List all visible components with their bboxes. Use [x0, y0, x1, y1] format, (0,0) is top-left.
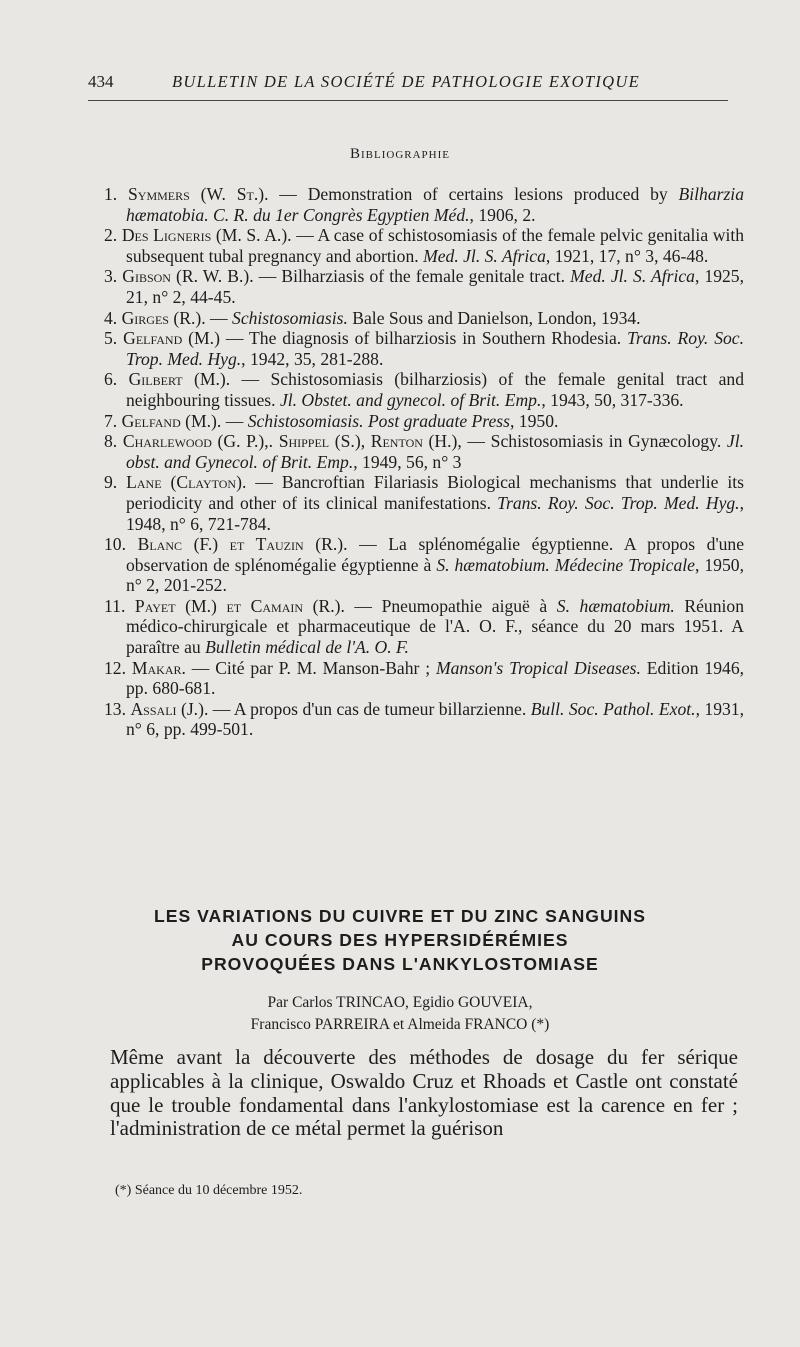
reference-authors: Gilbert (M.). — [128, 369, 231, 390]
reference-source: Schistosomiasis. Post graduate Press — [247, 410, 510, 431]
reference-authors: Lane (Clayton). — [126, 472, 247, 493]
reference-text: A propos d'un cas de tumeur billarzienne. — [233, 698, 531, 719]
reference-number: 9 — [104, 472, 113, 493]
reference-tail: , 1943, 50, 317-336. — [541, 389, 684, 410]
footnote: (*) Séance du 10 décembre 1952. — [115, 1183, 303, 1198]
reference-authors: Gelfand (M.) — [123, 328, 220, 349]
reference-item: 13. Assali (J.). — A propos d'un cas de tumeur billarzienne. Bull. Soc. Pathol. Exot., 1931, n° 6, pp. 499-501. — [104, 698, 745, 740]
reference-number: 2 — [104, 225, 113, 246]
reference-text: La splénomégalie égyptienne. A propos d'une observation de splénomégalie égyptienne à — [126, 534, 745, 575]
reference-tail: Réunion médico-chirurgicale et pharmaceutique de l'A. O. F., séance du 20 mars 1951. A paraître au — [126, 595, 745, 658]
reference-tail: Edition 1946, pp. 680-681. — [126, 657, 745, 699]
reference-list — [104, 184, 744, 740]
article-title — [0, 904, 800, 976]
reference-separator: — — [221, 410, 248, 431]
reference-tail: , 1906, 2. — [469, 204, 536, 225]
reference-separator: — — [219, 328, 250, 349]
reference-authors: Gibson (R. W. B.). — [122, 266, 254, 287]
reference-authors: Blanc (F.) et Tauzin (R.). — [137, 534, 348, 555]
reference-number: 4 — [104, 307, 113, 328]
reference-item: 4. Girges (R.). — Schistosomiasis. Bale Sous and Danielson, London, 1934. — [104, 307, 641, 328]
reference-source-2: Bulletin médical de l'A. O. F. — [205, 637, 409, 658]
reference-separator: — — [185, 657, 216, 678]
article-title-line-1: LES VARIATIONS DU CUIVRE ET DU ZINC SANGUINS — [153, 906, 646, 926]
reference-number: 13 — [104, 698, 122, 719]
reference-tail: , 1950. — [510, 410, 559, 431]
reference-number: 1 — [104, 184, 113, 204]
reference-source: Med. Jl. S. Africa — [423, 245, 546, 266]
reference-number: 10 — [104, 534, 122, 555]
reference-source: S. hæmatobium. Médecine Tropicale — [436, 554, 695, 575]
reference-separator: — — [246, 472, 282, 493]
reference-authors: Girges (R.). — [121, 307, 206, 328]
reference-authors: Gelfand (M.). — [121, 410, 222, 431]
authors-line-2: Francisco PARREIRA et Almeida FRANCO (*) — [250, 1016, 550, 1033]
reference-separator: — — [344, 595, 382, 616]
reference-text: The diagnosis of bilharziosis in Southern Rhodesia. — [249, 328, 628, 349]
reference-authors: Symmers (W. St.). — [128, 184, 269, 204]
reference-item: 5. Gelfand (M.) — The diagnosis of bilharziosis in Southern Rhodesia. Trans. Roy. Soc. Trop. Med. Hyg., 1942, 35, 281-288. — [104, 328, 745, 369]
reference-text: Pneumopathie aiguë à — [381, 595, 557, 616]
reference-separator: — — [230, 369, 271, 390]
reference-source: Manson's Tropical Diseases. — [435, 657, 641, 678]
reference-text: Schistosomiasis in Gynæcology. — [490, 431, 727, 452]
body-paragraph: Même avant la découverte des méthodes de dosage du fer sérique applicables à la clinique, Oswaldo Cruz et Rhoads et Castle ont constaté que le trouble fondamental dans l'ankylostomiase est la carence en fer ; l'administration de ce métal permet la guérison — [110, 1045, 738, 1141]
reference-item: 1. Symmers (W. St.). — Demonstration of certains lesions produced by Bilharzia hæmatobia. C. R. du 1er Congrès Egyptien Méd., 1906, 2. — [104, 184, 744, 225]
reference-text: Schistosomiasis (bilharziosis) of the female genital tract and neighbouring tissues. — [126, 369, 745, 410]
reference-text: Cité par P. M. Manson-Bahr ; — [215, 657, 436, 678]
reference-separator: — — [208, 698, 234, 719]
reference-text: Bancroftian Filariasis Biological mechanisms that underlie its periodicity and other of its clinical manifestations. — [126, 472, 744, 513]
reference-text: Bilharziasis of the female genitale tract. — [281, 266, 571, 287]
bibliography-heading: Bibliographie — [350, 146, 450, 162]
reference-tail: , 1948, n° 6, 721-784. — [126, 492, 744, 534]
reference-authors: Assali (J.). — [130, 698, 209, 719]
reference-number: 3 — [104, 266, 113, 287]
reference-number: 7 — [104, 410, 113, 431]
reference-source: Schistosomiasis. — [232, 307, 348, 328]
header-rule — [88, 100, 728, 101]
reference-item: 10. Blanc (F.) et Tauzin (R.). — La splénomégalie égyptienne. A propos d'une observation de splénomégalie égyptienne à S. hæmatobium. Médecine Tropicale, 1950, n° 2, 201-252. — [104, 534, 745, 596]
reference-item: 7. Gelfand (M.). — Schistosomiasis. Post graduate Press, 1950. — [104, 410, 559, 431]
reference-source: Jl. obst. and Gynecol. of Brit. Emp. — [126, 431, 744, 472]
reference-separator: — — [205, 307, 233, 328]
reference-item: 9. Lane (Clayton). — Bancroftian Filariasis Biological mechanisms that underlie its periodicity and other of its clinical manifestations. Trans. Roy. Soc. Trop. Med. Hyg., 1948, n° 6, 721-784. — [104, 472, 744, 534]
reference-tail: , 1942, 35, 281-288. — [241, 348, 384, 369]
reference-authors: Makar. — [131, 657, 186, 678]
running-header — [88, 72, 728, 96]
reference-separator: — — [347, 534, 389, 555]
reference-separator: — — [253, 266, 282, 287]
reference-item: 6. Gilbert (M.). — Schistosomiasis (bilharziosis) of the female genital tract and neighbouring tissues. Jl. Obstet. and gynecol. of Brit. Emp., 1943, 50, 317-336. — [104, 369, 745, 410]
reference-authors: Charlewood (G. P.),. Shippel (S.), Renton (H.), — [122, 431, 462, 452]
reference-item: 2. Des Ligneris (M. S. A.). — A case of schistosomiasis of the female pelvic genitalia with subsequent tubal pregnancy and abortion. Med. Jl. S. Africa, 1921, 17, n° 3, 46-48. — [104, 225, 745, 266]
reference-item: 8. Charlewood (G. P.),. Shippel (S.), Renton (H.), — Schistosomiasis in Gynæcology. Jl. obst. and Gynecol. of Brit. Emp., 1949, 56, n° 3 — [104, 431, 744, 472]
reference-item: 12. Makar. — Cité par P. M. Manson-Bahr ; Manson's Tropical Diseases. Edition 1946, pp. 680-681. — [104, 657, 745, 699]
reference-number: 8 — [104, 431, 113, 452]
article-title-line-3: PROVOQUÉES DANS L'ANKYLOSTOMIASE — [201, 954, 599, 974]
reference-text: A case of schistosomiasis of the female pelvic genitalia with subsequent tubal pregnancy and abortion. — [126, 225, 745, 266]
reference-tail: , 1931, n° 6, pp. 499-501. — [126, 698, 745, 740]
reference-separator: — — [461, 431, 491, 452]
reference-source: Trans. Roy. Soc. Trop. Med. Hyg. — [497, 492, 740, 513]
article-title-line-2: AU COURS DES HYPERSIDÉRÉMIES — [231, 930, 569, 950]
reference-source: Bilharzia hæmatobia. C. R. du 1er Congrès Egyptien Méd. — [126, 184, 744, 225]
reference-item: 11. Payet (M.) et Camain (R.). — Pneumopathie aiguë à S. hæmatobium. Réunion médico-chirurgicale et pharmaceutique de l'A. O. F., séance du 20 mars 1951. A paraître au Bulletin médical de l'A. O. F. — [104, 595, 745, 658]
reference-number: 5 — [104, 328, 113, 349]
authors-line-1: Par Carlos TRINCAO, Egidio GOUVEIA, — [267, 994, 533, 1011]
reference-text: Demonstration of certains lesions produced by — [307, 184, 679, 204]
reference-separator: — — [291, 225, 318, 246]
reference-source: Med. Jl. S. Africa — [570, 266, 695, 287]
reference-separator: — — [268, 184, 308, 204]
reference-authors: Payet (M.) et Camain (R.). — [134, 595, 345, 616]
reference-authors: Des Ligneris (M. S. A.). — [121, 225, 292, 246]
reference-source: Trans. Roy. Soc. Trop. Med. Hyg. — [126, 328, 745, 369]
page-number: 434 — [88, 72, 114, 91]
reference-source: Bull. Soc. Pathol. Exot. — [530, 698, 696, 719]
reference-tail: , 1925, 21, n° 2, 44-45. — [126, 266, 744, 307]
reference-item: 3. Gibson (R. W. B.). — Bilharziasis of the female genitale tract. Med. Jl. S. Africa, 1925, 21, n° 2, 44-45. — [104, 266, 744, 307]
reference-tail: , 1950, n° 2, 201-252. — [126, 554, 744, 596]
reference-source: Jl. Obstet. and gynecol. of Brit. Emp. — [279, 389, 542, 410]
reference-tail: , 1949, 56, n° 3 — [353, 451, 462, 472]
reference-tail: , 1921, 17, n° 3, 46-48. — [545, 245, 709, 266]
journal-title: BULLETIN DE LA SOCIÉTÉ DE PATHOLOGIE EXOTIQUE — [172, 72, 640, 91]
reference-number: 6 — [104, 369, 113, 390]
reference-source: S. hæmatobium. — [556, 595, 675, 616]
reference-number: 12 — [104, 657, 122, 678]
reference-number: 11 — [104, 595, 121, 616]
reference-tail: Bale Sous and Danielson, London, 1934. — [347, 307, 641, 328]
article-authors — [0, 992, 800, 1036]
